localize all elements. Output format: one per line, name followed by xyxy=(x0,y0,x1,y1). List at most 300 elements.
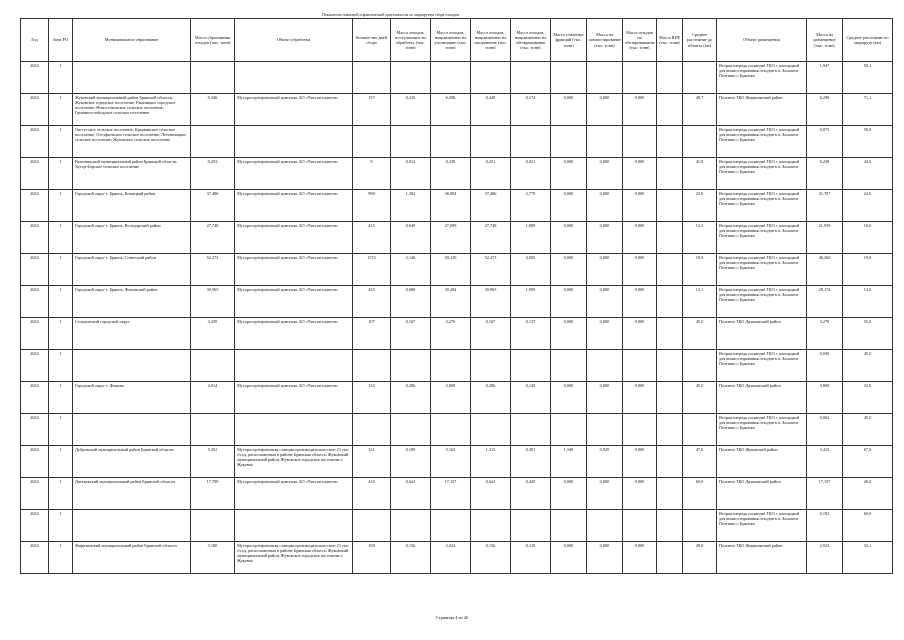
table-cell xyxy=(73,414,191,446)
table-cell: 4,014 xyxy=(191,382,235,414)
table-cell: 0,641 xyxy=(471,478,511,510)
table-cell: 24,0 xyxy=(843,190,893,222)
table-cell: 0,062 xyxy=(807,414,843,446)
table-cell xyxy=(73,510,191,542)
table-cell: 6,298 xyxy=(431,94,471,126)
table-cell: 3,808 xyxy=(807,382,843,414)
table-cell xyxy=(623,350,657,382)
table-cell: 12,1 xyxy=(683,286,717,318)
table-cell: Полигон ТКО Дятьковский район xyxy=(717,382,807,414)
table-cell: 2024 xyxy=(21,158,49,190)
table-cell: Городской округ г. Брянск, Бежицкий район xyxy=(73,190,191,222)
table-row xyxy=(21,478,893,510)
table-cell xyxy=(683,350,717,382)
table-cell xyxy=(511,126,551,158)
table-cell xyxy=(73,350,191,382)
table-cell: Полигон ТКО Жирятинский район xyxy=(717,94,807,126)
table-cell: Мусоросортировочный комплекс АО «Чистая планета» xyxy=(235,286,353,318)
table-cell: 2024 xyxy=(21,542,49,574)
table-cell: 1 xyxy=(49,478,73,510)
table-cell: 0,000 xyxy=(587,318,623,350)
table-cell: 47,0 xyxy=(683,446,717,478)
table-cell xyxy=(391,350,431,382)
table-row xyxy=(21,286,893,318)
table-cell: Мусоросортировочная станция производительностью 21 тыс т/год, расположенная в районе Брянская область, Жуковский муниципальный район, Жуковское городское поселение г. Жуковка xyxy=(235,446,353,478)
table-cell: 0,192 xyxy=(807,510,843,542)
table-cell xyxy=(657,126,683,158)
table-cell: 0,000 xyxy=(551,190,587,222)
column-header: Масса отходов, направляемых на обезвреживание (тыс. тонн) xyxy=(511,19,551,62)
table-cell: 1 xyxy=(49,94,73,126)
table-cell xyxy=(353,414,391,446)
table-cell: 1,995 xyxy=(511,286,551,318)
table-cell: 52,273 xyxy=(191,254,235,286)
table-cell xyxy=(431,350,471,382)
table-cell: 0,000 xyxy=(551,542,587,574)
table-cell: 37,486 xyxy=(191,190,235,222)
table-cell: 0,000 xyxy=(623,542,657,574)
table-cell: 45,0 xyxy=(843,350,893,382)
table-cell: 49,7 xyxy=(683,94,717,126)
table-cell: 31,787 xyxy=(807,190,843,222)
table-cell: 157 xyxy=(353,94,391,126)
table-cell: 32,0 xyxy=(843,382,893,414)
table-cell: 1,809 xyxy=(511,222,551,254)
table-cell: 100 xyxy=(353,542,391,574)
table-cell xyxy=(587,62,623,94)
table-cell: 37,486 xyxy=(471,190,511,222)
table-cell xyxy=(657,62,683,94)
table-cell: 2,024 xyxy=(431,542,471,574)
table-cell xyxy=(657,222,683,254)
table-cell: 0,235 xyxy=(391,94,431,126)
table-cell: 0,445 xyxy=(511,478,551,510)
table-cell xyxy=(657,510,683,542)
table-row xyxy=(21,126,893,158)
table-cell xyxy=(657,542,683,574)
column-header: Масса отходов на обезвреживание (тыс. тонн) xyxy=(623,19,657,62)
table-cell: 1 xyxy=(49,414,73,446)
table-cell: 2,146 xyxy=(391,254,431,286)
table-cell: 2024 xyxy=(21,350,49,382)
table-cell: 121 xyxy=(353,446,391,478)
table-cell xyxy=(551,414,587,446)
table-cell: 0,000 xyxy=(551,222,587,254)
table-cell: 0,000 xyxy=(551,94,587,126)
table-cell: 0,137 xyxy=(511,318,551,350)
table-cell: 23,0 xyxy=(683,190,717,222)
table-cell xyxy=(391,414,431,446)
table-cell xyxy=(235,350,353,382)
table-cell: 0,110 xyxy=(511,542,551,574)
table-cell xyxy=(191,414,235,446)
table-cell xyxy=(657,254,683,286)
table-cell xyxy=(471,350,511,382)
table-cell: 1 xyxy=(49,510,73,542)
table-row xyxy=(21,190,893,222)
table-cell xyxy=(551,62,587,94)
column-header: Масса на компостирование (тыс. тонн) xyxy=(587,19,623,62)
table-cell: 1,392 xyxy=(391,190,431,222)
table-cell: 0,000 xyxy=(587,94,623,126)
table-row xyxy=(21,318,893,350)
table-cell: 3,413 xyxy=(807,446,843,478)
table-cell xyxy=(73,62,191,94)
table-cell: Вторая очередь полигона ТКО с площадкой для компостирования отходов в п. Большое Полпино г. Брянска xyxy=(717,190,807,222)
table-cell: 3,276 xyxy=(431,318,471,350)
table-cell xyxy=(587,126,623,158)
table-cell xyxy=(623,126,657,158)
table-cell: 2024 xyxy=(21,414,49,446)
table-cell: 435 xyxy=(353,286,391,318)
table-cell: Полигон ТКО Дятьковский район xyxy=(717,318,807,350)
table-cell: 990 xyxy=(353,190,391,222)
table-row xyxy=(21,542,893,574)
table-cell: 0,000 xyxy=(551,158,587,190)
table-body xyxy=(21,62,893,574)
table-cell: 30,965 xyxy=(191,286,235,318)
table-cell xyxy=(191,126,235,158)
table-cell: 17,799 xyxy=(191,478,235,510)
table-cell: Городской округ г. Брянск, Советский район xyxy=(73,254,191,286)
table-cell: Полигон ТКО Жуковский район xyxy=(717,446,807,478)
table-cell: 27,099 xyxy=(431,222,471,254)
table-cell: 60,0 xyxy=(683,478,717,510)
table-cell xyxy=(235,62,353,94)
table-cell: 0,641 xyxy=(391,478,431,510)
table-cell: 30,965 xyxy=(471,286,511,318)
table-cell: 2024 xyxy=(21,190,49,222)
table-cell: 0,000 xyxy=(623,158,657,190)
table-cell: Вторая очередь полигона ТКО с площадкой для компостирования отходов в п. Большое Полпино г. Брянска xyxy=(717,286,807,318)
table-cell: 2,779 xyxy=(511,190,551,222)
table-cell: Полигон ТКО Жирятинский район xyxy=(717,542,807,574)
table-cell: 30,284 xyxy=(431,286,471,318)
table-cell xyxy=(191,62,235,94)
table-cell: 67,0 xyxy=(843,446,893,478)
table-cell: 71,1 xyxy=(843,94,893,126)
table-cell: 21,939 xyxy=(807,222,843,254)
table-cell xyxy=(191,350,235,382)
table-cell: 0,145 xyxy=(511,382,551,414)
table-cell xyxy=(657,286,683,318)
table-cell xyxy=(683,126,717,158)
table-cell: Полигон ТКО Дятьковский район xyxy=(717,478,807,510)
table-cell xyxy=(551,510,587,542)
table-cell xyxy=(471,62,511,94)
table-cell: 41,8 xyxy=(683,158,717,190)
table-cell xyxy=(511,414,551,446)
table-cell: 13,0 xyxy=(843,286,893,318)
table-cell: Вторая очередь полигона ТКО с площадкой для компостирования отходов в п. Большое Полпино г. Брянска xyxy=(717,510,807,542)
table-cell: 1,947 xyxy=(807,62,843,94)
table-cell: 1 xyxy=(49,382,73,414)
table-cell: Дятьковский муниципальный район Брянской области xyxy=(73,478,191,510)
table-cell: 0,000 xyxy=(623,254,657,286)
table-cell: 0,649 xyxy=(391,222,431,254)
column-header: Масса утильных фракций (тыс. тонн) xyxy=(551,19,587,62)
table-cell: 16,0 xyxy=(843,222,893,254)
table-cell: Мусоросортировочный комплекс АО «Чистая планета» xyxy=(235,94,353,126)
table-row xyxy=(21,62,893,94)
table-cell: 45,0 xyxy=(683,382,717,414)
table-cell xyxy=(623,62,657,94)
table-cell: Мусоросортировочный комплекс АО «Чистая планета» xyxy=(235,158,353,190)
table-cell: 28,174 xyxy=(807,286,843,318)
column-header: Масса отходов, поступающих на обработку (тыс. тонн) xyxy=(391,19,431,62)
table-cell: Сельцовский городской округ xyxy=(73,318,191,350)
table-cell xyxy=(587,350,623,382)
column-header: Среднее расстояние до объекта (км) xyxy=(683,19,717,62)
table-cell xyxy=(551,126,587,158)
table-row xyxy=(21,510,893,542)
table-cell: Жирятинский муниципальный район Брянской области xyxy=(73,542,191,574)
table-cell: 60,0 xyxy=(843,510,893,542)
table-cell xyxy=(471,510,511,542)
column-header: Масса на размещение (тыс. тонн) xyxy=(807,19,843,62)
table-cell: 0,000 xyxy=(587,382,623,414)
table-cell: 50,9 xyxy=(843,126,893,158)
table-cell: 6,346 xyxy=(191,94,235,126)
table-cell xyxy=(683,510,717,542)
table-cell: 0,251 xyxy=(471,158,511,190)
table-cell: 49,0 xyxy=(683,542,717,574)
table-cell: 5,163 xyxy=(431,446,471,478)
table-cell xyxy=(353,62,391,94)
table-cell xyxy=(657,158,683,190)
table-cell xyxy=(235,414,353,446)
table-cell: 8 xyxy=(353,158,391,190)
table-cell: 0,238 xyxy=(807,158,843,190)
table-cell: 1 xyxy=(49,542,73,574)
table-row xyxy=(21,222,893,254)
table-cell: 2024 xyxy=(21,382,49,414)
table-cell xyxy=(391,510,431,542)
table-cell xyxy=(657,414,683,446)
table-cell: 3,278 xyxy=(807,318,843,350)
table-cell: 107 xyxy=(353,318,391,350)
table-cell xyxy=(657,190,683,222)
table-cell: 2024 xyxy=(21,286,49,318)
table-cell xyxy=(623,510,657,542)
table-cell: 415 xyxy=(353,222,391,254)
table-cell: 0,206 xyxy=(391,382,431,414)
table-cell: 0,030 xyxy=(807,350,843,382)
table-cell: Вторая очередь полигона ТКО с площадкой для компостирования отходов в п. Большое Полпино г. Брянска xyxy=(717,126,807,158)
table-cell: 0,000 xyxy=(623,94,657,126)
column-header: Масса RDF (тыс. тонн) xyxy=(657,19,683,62)
table-cell xyxy=(623,414,657,446)
table-cell: 33,1 xyxy=(843,542,893,574)
table-cell: Вторая очередь полигона ТКО с площадкой для компостирования отходов в п. Большое Полпино г. Брянска xyxy=(717,350,807,382)
table-cell: 410 xyxy=(353,478,391,510)
table-cell xyxy=(471,414,511,446)
table-cell: 0,000 xyxy=(551,382,587,414)
table-cell: 2024 xyxy=(21,446,49,478)
table-cell: 0,000 xyxy=(587,254,623,286)
table-cell: 1,313 xyxy=(471,446,511,478)
table-row xyxy=(21,446,893,478)
table-cell: 0,156 xyxy=(471,542,511,574)
table-cell: 0,929 xyxy=(587,446,623,478)
table-row xyxy=(21,158,893,190)
table-cell: 0,167 xyxy=(391,318,431,350)
table-cell: 2024 xyxy=(21,222,49,254)
table-cell: Вторая очередь полигона ТКО с площадкой для компостирования отходов в п. Большое Полпино г. Брянска xyxy=(717,414,807,446)
table-cell: 17,157 xyxy=(807,478,843,510)
table-cell: 0,680 xyxy=(391,286,431,318)
table-cell: 1 xyxy=(49,158,73,190)
table-cell: 46,260 xyxy=(807,254,843,286)
table-cell: Мусоросортировочный комплекс АО «Чистая планета» xyxy=(235,222,353,254)
column-header: Масса образования отходов (тыс. тонн) xyxy=(191,19,235,62)
table-cell: 0,000 xyxy=(551,318,587,350)
page-number: Страница 4 из 26 xyxy=(435,615,469,620)
table-cell: 0,012 xyxy=(391,158,431,190)
table-cell: Овстугское сельское поселение; Крыжинское сельское поселение; Олсуфьевское сельское поселение; Летошницкое сельское поселение; Жуковское сельское поселение xyxy=(73,126,191,158)
table-cell: 0,000 xyxy=(587,286,623,318)
table-cell xyxy=(657,446,683,478)
table-cell xyxy=(657,382,683,414)
table-cell: 27,748 xyxy=(191,222,235,254)
table-cell: 55,0 xyxy=(843,318,893,350)
table-cell xyxy=(511,350,551,382)
table-cell xyxy=(191,510,235,542)
table-cell: 0,000 xyxy=(551,254,587,286)
table-row xyxy=(21,414,893,446)
table-cell: Мусоросортировочная станция производительностью 21 тыс т/год, расположенная в районе Брянская область, Жуковский муниципальный район, Жуковское городское поселение г. Жуковка xyxy=(235,542,353,574)
table-cell: Мусоросортировочный комплекс АО «Чистая планета» xyxy=(235,382,353,414)
table-cell: Городской округ г. Брянск, Фокинский район xyxy=(73,286,191,318)
table-cell xyxy=(235,510,353,542)
table-cell xyxy=(683,414,717,446)
table-cell: 6,298 xyxy=(807,94,843,126)
table-cell: 1,349 xyxy=(551,446,587,478)
table-cell: 0,000 xyxy=(623,190,657,222)
column-header: Масса отходов, направляемых на захоронение (тыс. тонн) xyxy=(471,19,511,62)
table-cell xyxy=(511,510,551,542)
table-cell: Жуковский муниципальный район Брянской области. Жуковское городское поселение; Ржаницкое городское поселение; Новоселковское сельское поселение; Гришинослободское сельское поселение xyxy=(73,94,191,126)
table-cell xyxy=(391,126,431,158)
table-cell: 4,005 xyxy=(511,254,551,286)
table-cell: 0,000 xyxy=(587,222,623,254)
table-cell: Вторая очередь полигона ТКО с площадкой для компостирования отходов в п. Большое Полпино г. Брянска xyxy=(717,158,807,190)
column-header: Год xyxy=(21,19,49,62)
waste-routes-table xyxy=(20,18,893,574)
table-cell: Городской округ г. Брянск, Володарский район xyxy=(73,222,191,254)
table-cell: 0,000 xyxy=(587,158,623,190)
table-cell: 0,000 xyxy=(623,478,657,510)
table-cell: Дубровский муниципальный район Брянской области xyxy=(73,446,191,478)
table-cell: 0,000 xyxy=(587,542,623,574)
table-cell: Выгоничский муниципальный район Брянской области. Хутор-Борское сельское поселение xyxy=(73,158,191,190)
table-cell: 2024 xyxy=(21,478,49,510)
table-cell xyxy=(431,126,471,158)
table-cell: 50,1 xyxy=(843,62,893,94)
column-header: Объект размещения xyxy=(717,19,807,62)
table-cell: 0,253 xyxy=(191,158,235,190)
table-cell: 0,000 xyxy=(623,286,657,318)
table-cell: 26,0 xyxy=(843,478,893,510)
column-header: Муниципальное образование xyxy=(73,19,191,62)
table-cell: 1 xyxy=(49,254,73,286)
table-cell: 0,000 xyxy=(623,222,657,254)
table-cell xyxy=(587,414,623,446)
table-cell xyxy=(391,62,431,94)
table-cell: 0,249 xyxy=(471,94,511,126)
column-header: Масса отходов, направляемых на утилизацию (тыс. тонн) xyxy=(431,19,471,62)
table-cell xyxy=(353,350,391,382)
table-cell: 13,3 xyxy=(683,222,717,254)
table-cell xyxy=(353,510,391,542)
table-cell: 0,391 xyxy=(511,446,551,478)
table-cell: 0,075 xyxy=(807,126,843,158)
table-cell: 0,000 xyxy=(587,190,623,222)
table-cell: 5,352 xyxy=(191,446,235,478)
table-cell xyxy=(657,478,683,510)
table-cell: Мусоросортировочный комплекс АО «Чистая планета» xyxy=(235,190,353,222)
table-cell: 0,000 xyxy=(551,478,587,510)
table-cell: 0,021 xyxy=(511,158,551,190)
table-cell xyxy=(431,414,471,446)
table-cell: 2024 xyxy=(21,62,49,94)
table-cell xyxy=(431,510,471,542)
table-row xyxy=(21,350,893,382)
table-cell: 2,924 xyxy=(807,542,843,574)
table-cell: Городской округ г. Фокино xyxy=(73,382,191,414)
table-cell xyxy=(587,510,623,542)
table-cell: 2024 xyxy=(21,254,49,286)
table-cell xyxy=(657,94,683,126)
table-cell: 18,9 xyxy=(683,254,717,286)
table-cell xyxy=(353,126,391,158)
table-cell: 2024 xyxy=(21,318,49,350)
table-cell: 0,000 xyxy=(623,318,657,350)
column-header: Количество дней сбора xyxy=(353,19,391,62)
column-header: Среднее расстояние по маршруту (км) xyxy=(843,19,893,62)
table-cell: 27,748 xyxy=(471,222,511,254)
table-row xyxy=(21,254,893,286)
table-cell xyxy=(511,62,551,94)
table-cell: 132 xyxy=(353,382,391,414)
table-cell: 0,000 xyxy=(551,286,587,318)
table-cell: 1 xyxy=(49,446,73,478)
column-header: Зона РО xyxy=(49,19,73,62)
table-cell: 52,273 xyxy=(471,254,511,286)
table-cell xyxy=(657,350,683,382)
table-cell: 1 xyxy=(49,350,73,382)
table-cell: 3,439 xyxy=(191,318,235,350)
table-cell: 1572 xyxy=(353,254,391,286)
table-cell: 0,000 xyxy=(623,382,657,414)
table-header xyxy=(21,19,893,62)
table-cell: 19,0 xyxy=(843,254,893,286)
table-cell: Вторая очередь полигона ТКО с площадкой для компостирования отходов в п. Большое Полпино г. Брянска xyxy=(717,62,807,94)
table-cell: 0,000 xyxy=(623,446,657,478)
table-cell: Мусоросортировочный комплекс АО «Чистая планета» xyxy=(235,254,353,286)
table-cell: 45,0 xyxy=(843,414,893,446)
table-cell: 0,206 xyxy=(471,382,511,414)
table-cell: 0,238 xyxy=(431,158,471,190)
table-cell xyxy=(551,350,587,382)
table-cell: 50,129 xyxy=(431,254,471,286)
table-cell: Мусоросортировочный комплекс АО «Чистая планета» xyxy=(235,478,353,510)
table-cell: 3,180 xyxy=(191,542,235,574)
table-cell: 0,189 xyxy=(391,446,431,478)
table-cell xyxy=(657,318,683,350)
table-cell: 17,157 xyxy=(431,478,471,510)
table-cell: 36,094 xyxy=(431,190,471,222)
